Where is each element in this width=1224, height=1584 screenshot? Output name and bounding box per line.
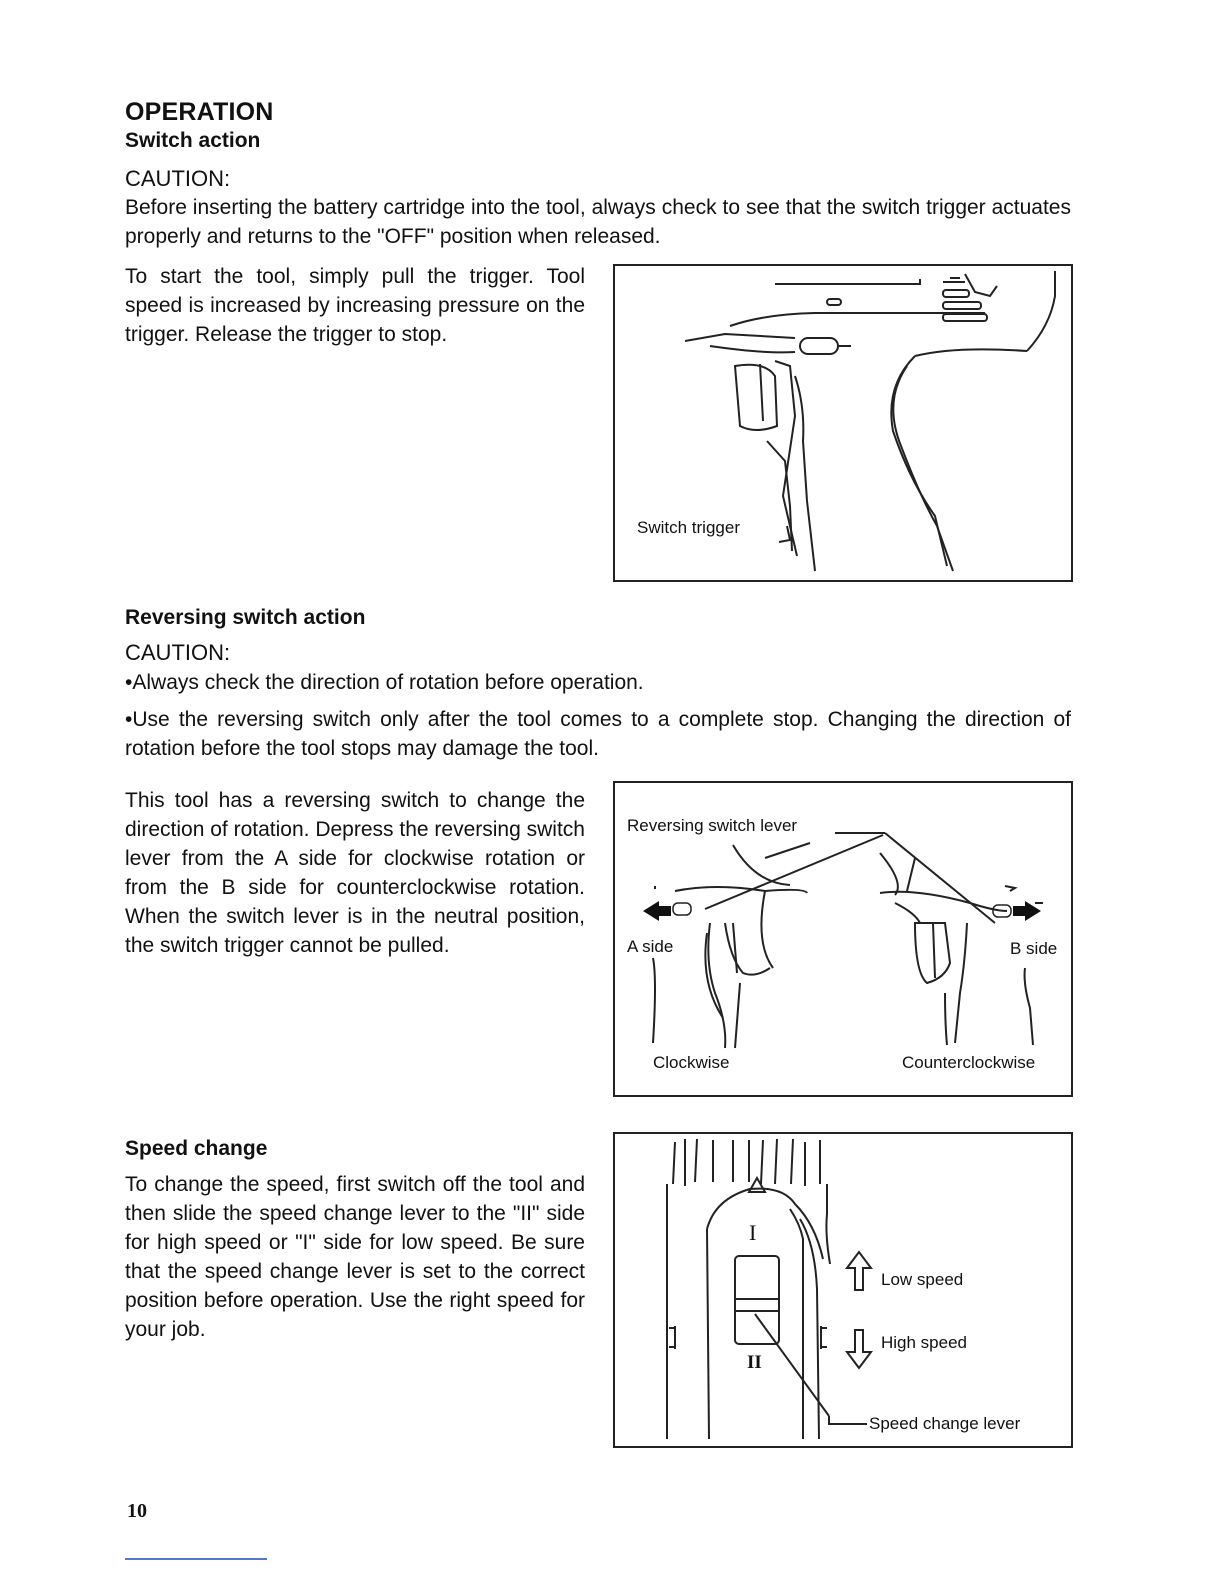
low-speed-label: Low speed — [881, 1270, 964, 1289]
speed-change-illustration — [615, 1134, 1071, 1446]
switch-action-body: To start the tool, simply pull the trigger. Tool speed is increased by increasing pressure on the trigger. Release the trigger to stop. — [125, 265, 585, 346]
switch-trigger-label: Switch trigger — [637, 518, 740, 537]
reversing-bullet-1: •Always check the direction of rotation before operation. — [125, 671, 644, 694]
section-title: OPERATION — [125, 98, 274, 126]
clockwise-label: Clockwise — [653, 1053, 730, 1072]
reversing-heading: Reversing switch action — [125, 606, 366, 629]
speed-body: To change the speed, first switch off the tool and then slide the speed change lever to the "II" side for high speed or "I" side for low speed. Be sure that the speed change lever is set to the correct position before operation. Use the right speed for your job. — [125, 1173, 585, 1341]
reversing-caution-label: CAUTION: — [125, 640, 231, 665]
a-side-label: A side — [627, 937, 674, 956]
switch-trigger-figure — [613, 264, 1073, 582]
counterclockwise-label: Counterclockwise — [902, 1053, 1036, 1072]
reversing-bullet-2: •Use the reversing switch only after the tool comes to a complete stop. Changing the direction of rotation before the tool stops may damage the tool. — [125, 708, 1071, 760]
speed-change-lever-label: Speed change lever — [869, 1414, 1021, 1433]
switch-caution-text: Before inserting the battery cartridge into the tool, always check to see that the switch trigger actuates properly and returns to the "OFF" position when released. — [125, 196, 1071, 248]
footer-divider — [125, 1558, 267, 1560]
speed-change-figure — [613, 1132, 1073, 1448]
speed-heading: Speed change — [125, 1137, 268, 1160]
speed-mark-two: II — [747, 1352, 762, 1373]
high-speed-label: High speed — [881, 1333, 968, 1352]
reversing-switch-figure — [613, 781, 1073, 1097]
speed-mark-one: I — [749, 1220, 757, 1245]
b-side-label: B side — [1010, 939, 1058, 958]
reversing-lever-label: Reversing switch lever — [627, 816, 798, 835]
page-number: 10 — [127, 1500, 147, 1522]
reversing-body: This tool has a reversing switch to change the direction of rotation. Depress the reversing switch lever from the A side for clockwise rotation or from the B side for counterclockwise rotation. When the switch lever is in the neutral position, the switch trigger cannot be pulled. — [125, 789, 585, 957]
switch-caution-label: CAUTION: — [125, 166, 231, 191]
switch-action-heading: Switch action — [125, 129, 261, 152]
